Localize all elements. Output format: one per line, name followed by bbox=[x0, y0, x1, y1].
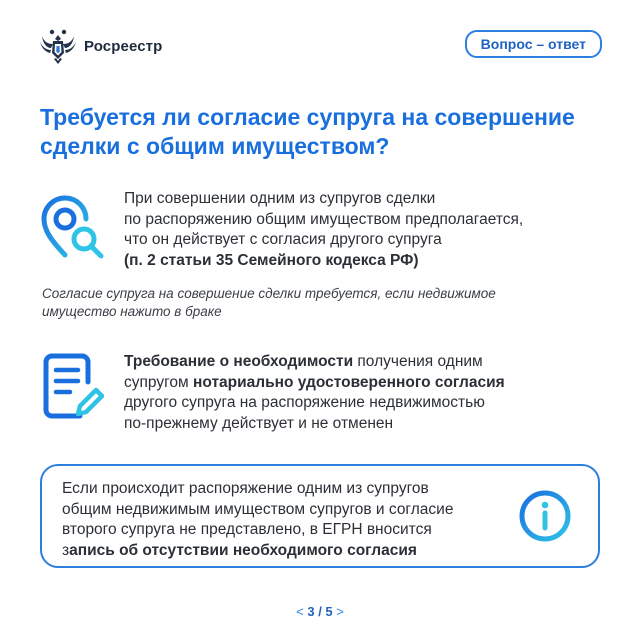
pager-total: 5 bbox=[325, 604, 333, 619]
block1-reference: (п. 2 статьи 35 Семейного кодекса РФ) bbox=[124, 251, 419, 269]
info-line: общим недвижимым имуществом супругов и согласие bbox=[62, 500, 454, 518]
info-line bbox=[62, 541, 502, 562]
block1-line: по распоряжению общим имуществом предполагается, bbox=[124, 210, 524, 228]
note-line: имущество нажито в браке bbox=[42, 304, 222, 319]
block1-line: что он действует с согласия другого супруга bbox=[124, 231, 442, 248]
block2-line bbox=[124, 373, 604, 394]
block2-line: по-прежнему действует и не отменен bbox=[124, 414, 394, 432]
info-text bbox=[62, 479, 502, 561]
italic-note bbox=[42, 285, 607, 321]
pager-next-button[interactable]: > bbox=[336, 604, 344, 619]
info-icon bbox=[518, 489, 572, 543]
block2-span: супругом bbox=[124, 373, 193, 391]
note-line: Согласие супруга на совершение сделки требуется, если недвижимое bbox=[42, 286, 496, 301]
pager-separator: / bbox=[314, 604, 326, 619]
info-bold: апись об отсутствии необходимого согласия bbox=[69, 541, 417, 559]
page-title: Требуется ли согласие супруга на совершение сделки с общим имуществом? bbox=[40, 104, 575, 159]
block2-span: получения одним bbox=[353, 353, 483, 370]
logo-text: Росреестр bbox=[84, 37, 163, 55]
pager-prev-button[interactable]: < bbox=[296, 604, 304, 619]
location-search-icon bbox=[38, 193, 108, 263]
info-line: Если происходит распоряжение одним из супругов bbox=[62, 480, 429, 497]
info-line: второго супруга не представлено, в ЕГРН вносится bbox=[62, 521, 432, 538]
block2-line bbox=[124, 352, 604, 373]
pager-current: 3 bbox=[307, 604, 315, 619]
block2-line: другого супруга на распоряжение недвижимостью bbox=[124, 394, 485, 411]
pager bbox=[0, 604, 640, 619]
block2-bold: нотариально удостоверенного согласия bbox=[193, 373, 505, 391]
document-pen-icon bbox=[42, 352, 104, 424]
block1-text bbox=[124, 189, 604, 271]
header-logo bbox=[38, 26, 162, 66]
eagle-emblem-icon bbox=[38, 26, 78, 66]
info-prefix: з bbox=[62, 541, 70, 559]
block1-line: При совершении одним из супругов сделки bbox=[124, 190, 436, 207]
qa-badge[interactable]: Вопрос – ответ bbox=[465, 30, 602, 58]
info-box bbox=[40, 464, 600, 568]
block2-text bbox=[124, 352, 604, 434]
block2-bold: Требование о необходимости bbox=[124, 353, 354, 370]
